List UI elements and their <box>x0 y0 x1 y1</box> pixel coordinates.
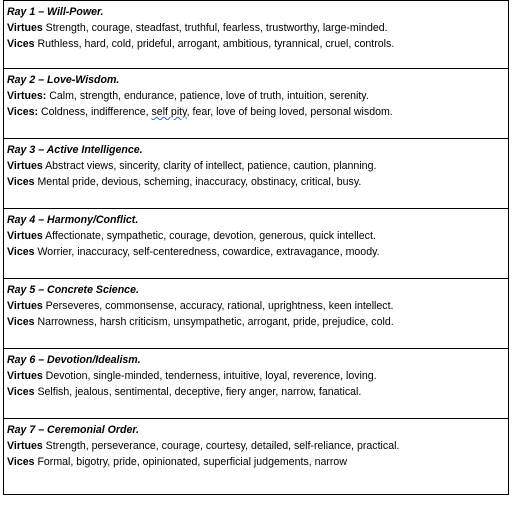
spellcheck-marked-text[interactable]: self pity <box>151 106 187 118</box>
virtues-line <box>7 368 505 384</box>
table-row <box>4 209 509 279</box>
virtues-line <box>7 20 505 36</box>
vices-label: Vices <box>7 456 35 468</box>
vices-line <box>7 36 505 52</box>
vices-text-after: , fear, love of being loved, personal wisdom. <box>186 106 393 118</box>
ray-cell <box>4 419 509 495</box>
virtues-label: Virtues: <box>7 90 47 102</box>
virtues-text: Strength, perseverance, courage, courtesy, detailed, self-reliance, practical. <box>42 440 400 452</box>
vices-text: Narrowness, harsh criticism, unsympathetic, arrogant, pride, prejudice, cold. <box>34 316 394 328</box>
virtues-line <box>7 228 505 244</box>
ray-title: Ray 1 – Will-Power. <box>7 6 104 18</box>
virtues-label: Virtues <box>7 160 43 172</box>
vices-line <box>7 314 505 330</box>
virtues-line <box>7 298 505 314</box>
virtues-label: Virtues <box>7 300 43 312</box>
ray-title: Ray 4 – Harmony/Conflict. <box>7 214 139 226</box>
table-row <box>4 1 509 69</box>
vices-text: Formal, bigotry, pride, opinionated, superficial judgements, narrow <box>34 456 347 468</box>
ray-title: Ray 3 – Active Intelligence. <box>7 144 143 156</box>
virtues-label: Virtues <box>7 22 43 34</box>
vices-text: Ruthless, hard, cold, prideful, arrogant, ambitious, tyrannical, cruel, controls. <box>34 38 395 50</box>
virtues-text: Abstract views, sincerity, clarity of intellect, patience, caution, planning. <box>42 160 377 172</box>
rays-table <box>3 0 509 495</box>
virtues-line <box>7 438 505 454</box>
virtues-line <box>7 88 505 104</box>
table-row <box>4 279 509 349</box>
vices-text: Mental pride, devious, scheming, inaccuracy, obstinacy, critical, busy. <box>34 176 362 188</box>
ray-title: Ray 6 – Devotion/Idealism. <box>7 354 141 366</box>
vices-line <box>7 174 505 190</box>
table-row <box>4 69 509 139</box>
vices-text: Selfish, jealous, sentimental, deceptive, fiery anger, narrow, fanatical. <box>34 386 362 398</box>
vices-line <box>7 454 505 470</box>
vices-line <box>7 244 505 260</box>
virtues-label: Virtues <box>7 370 43 382</box>
vices-label: Vices <box>7 386 35 398</box>
vices-text: Worrier, inaccuracy, self-centeredness, cowardice, extravagance, moody. <box>34 246 380 258</box>
ray-cell <box>4 139 509 209</box>
vices-text-before: Coldness, indifference, <box>38 106 152 118</box>
vices-label: Vices <box>7 176 35 188</box>
vices-label: Vices: <box>7 106 39 118</box>
table-row <box>4 419 509 495</box>
virtues-label: Virtues <box>7 230 43 242</box>
virtues-label: Virtues <box>7 440 43 452</box>
vices-label: Vices <box>7 246 35 258</box>
ray-cell <box>4 69 509 139</box>
virtues-line <box>7 158 505 174</box>
ray-title: Ray 7 – Ceremonial Order. <box>7 424 139 436</box>
table-row <box>4 139 509 209</box>
table-row <box>4 349 509 419</box>
virtues-text: Strength, courage, steadfast, truthful, fearless, trustworthy, large-minded. <box>42 22 388 34</box>
ray-cell <box>4 209 509 279</box>
ray-cell <box>4 1 509 69</box>
vices-label: Vices <box>7 316 35 328</box>
ray-title: Ray 2 – Love-Wisdom. <box>7 74 120 86</box>
virtues-text: Calm, strength, endurance, patience, love of truth, intuition, serenity. <box>46 90 369 102</box>
vices-label: Vices <box>7 38 35 50</box>
virtues-text: Perseveres, commonsense, accuracy, rational, uprightness, keen intellect. <box>42 300 394 312</box>
vices-line <box>7 104 505 120</box>
virtues-text: Devotion, single-minded, tenderness, intuitive, loyal, reverence, loving. <box>42 370 377 382</box>
vices-line <box>7 384 505 400</box>
ray-cell <box>4 349 509 419</box>
ray-title: Ray 5 – Concrete Science. <box>7 284 139 296</box>
virtues-text: Affectionate, sympathetic, courage, devotion, generous, quick intellect. <box>42 230 376 242</box>
ray-cell <box>4 279 509 349</box>
